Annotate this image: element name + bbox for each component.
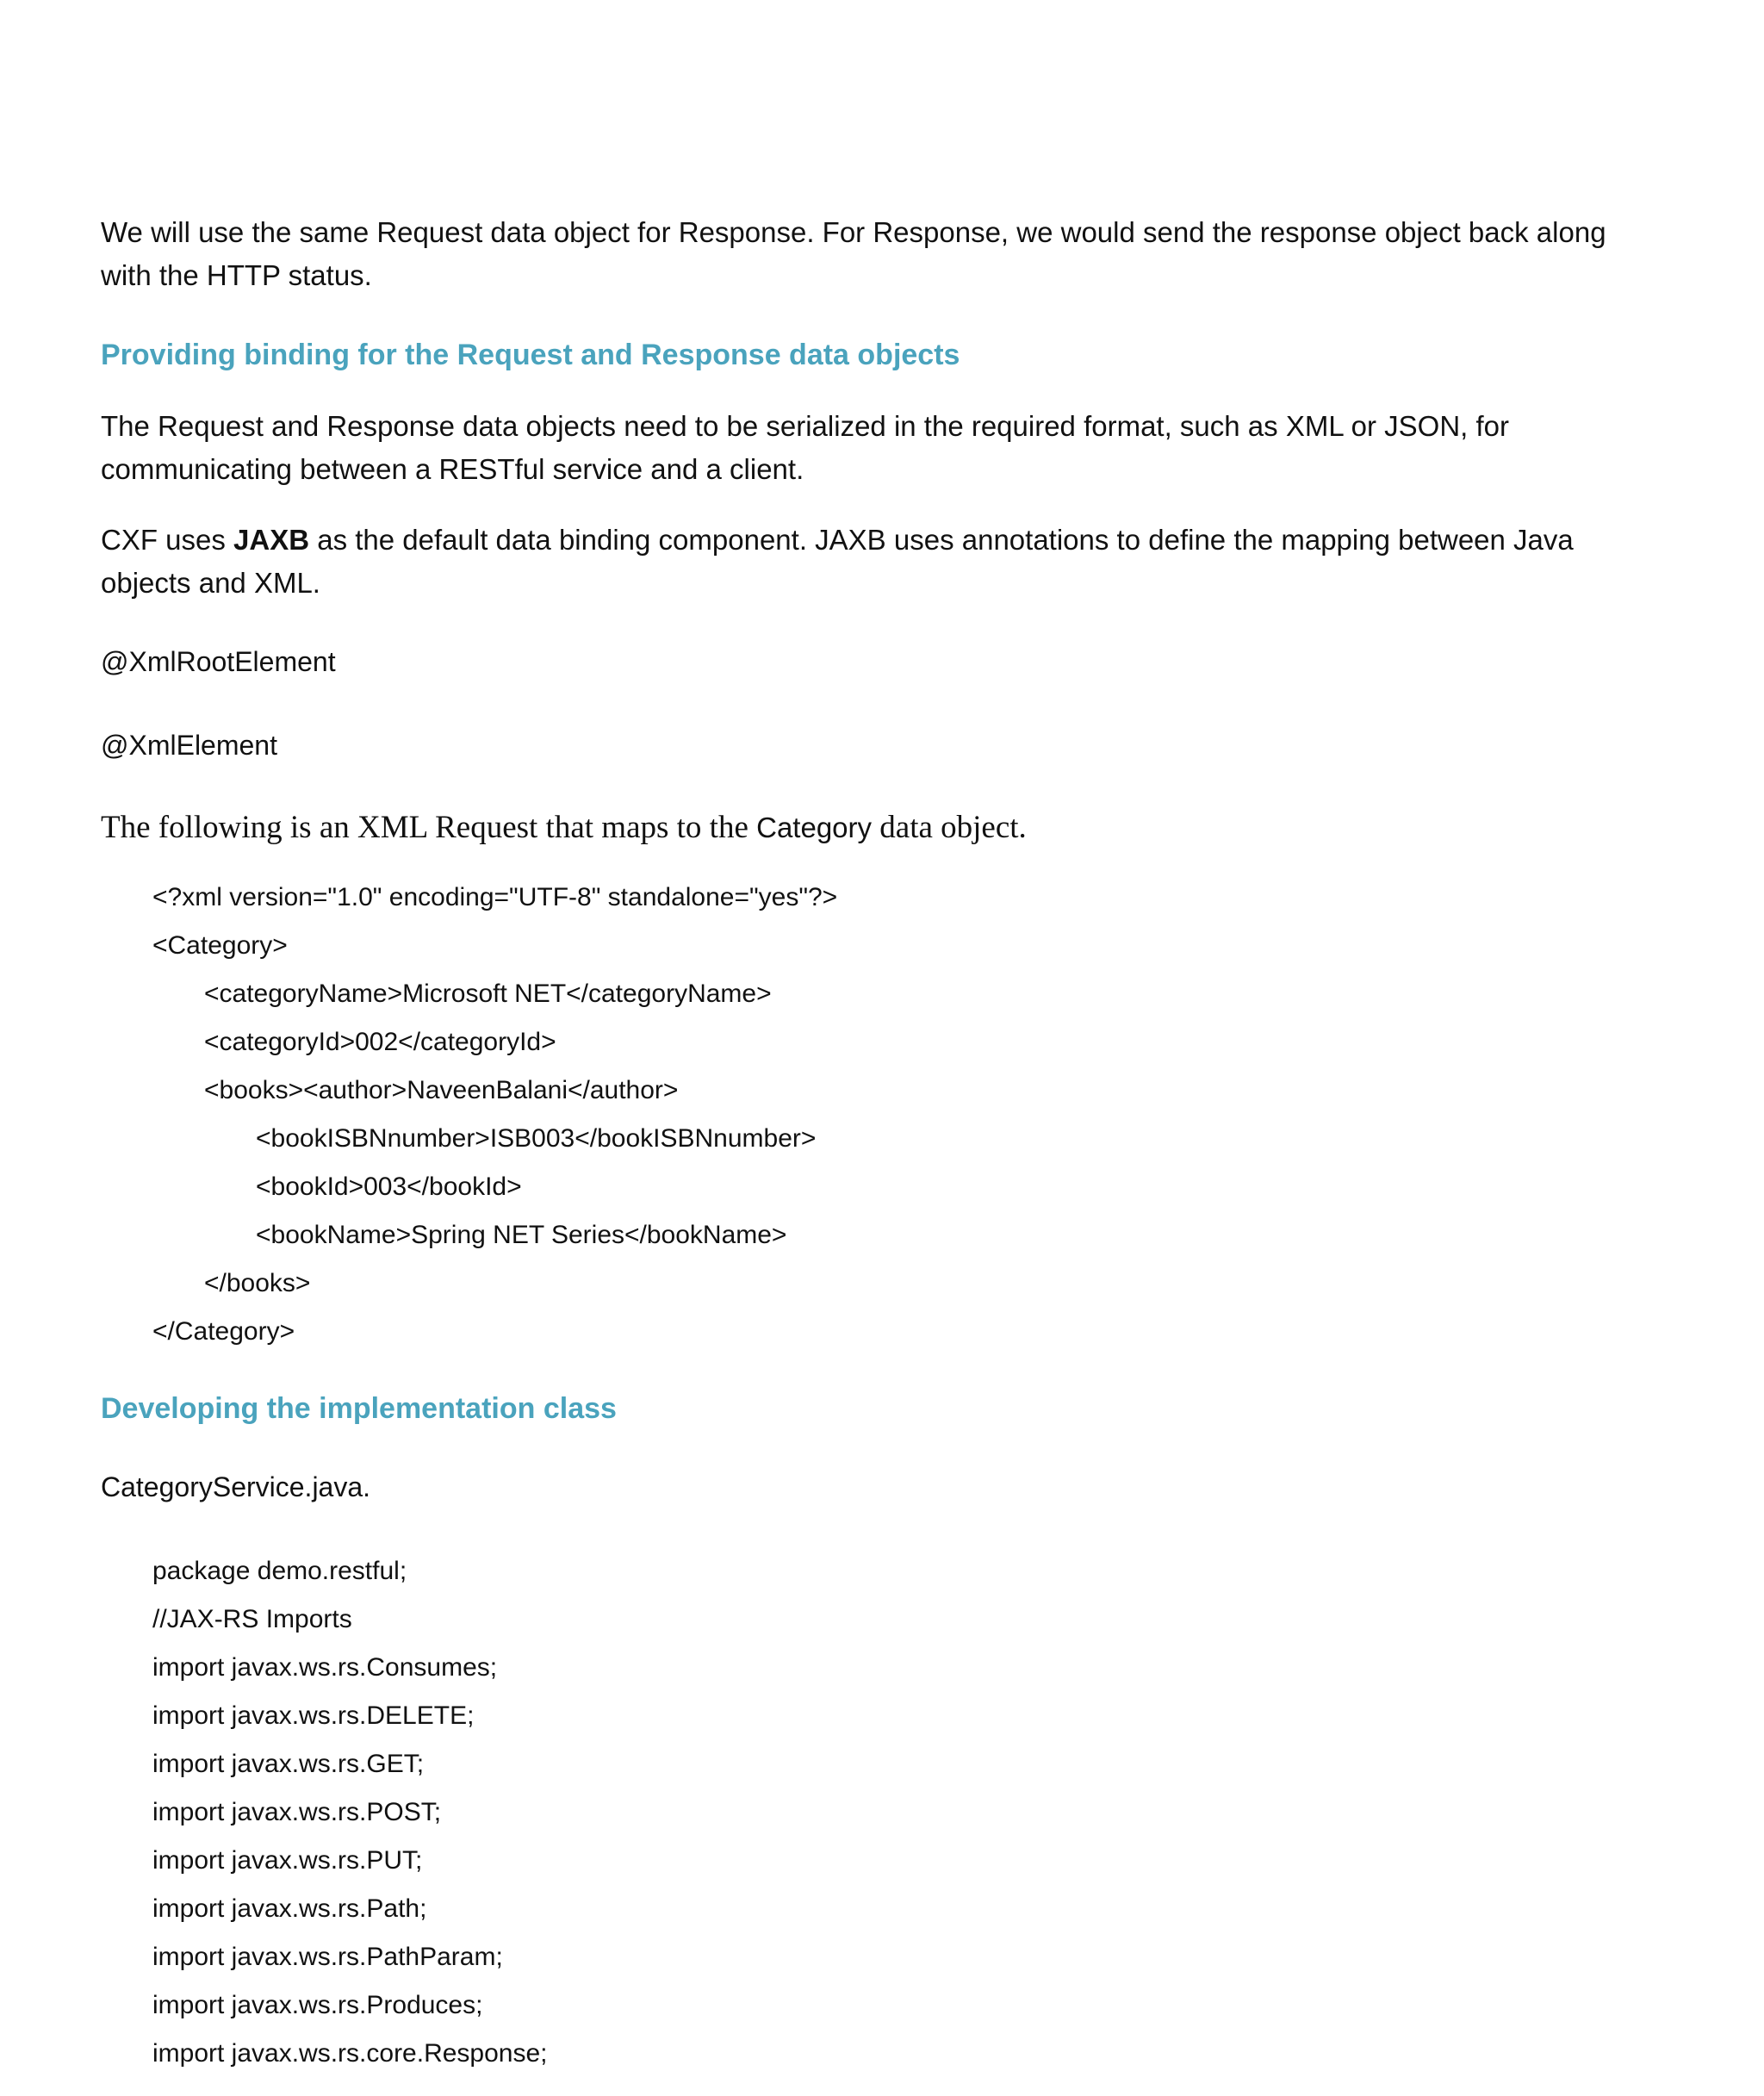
xml-root-element-annotation: @XmlRootElement: [101, 646, 336, 677]
implementation-heading: Developing the implementation class: [101, 1392, 617, 1425]
serialization-paragraph: The Request and Response data objects need to be serialized in the required format, such as XML or JSON, for communicating between a RESTful service and a client.: [101, 410, 1509, 485]
xml-code-line: <bookISBNnumber>ISB003</bookISBNnumber>: [256, 1124, 817, 1153]
cxf-paragraph: [101, 519, 1643, 605]
java-code-line: import javax.ws.rs.Consumes;: [152, 1653, 498, 1682]
xml-code-line: <categoryName>Microsoft NET</categoryName>: [204, 980, 772, 1008]
response-intro-paragraph: We will use the same Request data object for Response. For Response, we would send the response object back along with the HTTP status.: [101, 216, 1606, 291]
xml-code-line: <categoryId>002</categoryId>: [204, 1028, 556, 1056]
xml-lead-prefix: The following is an XML Request that maps to the: [101, 810, 757, 845]
category-class-name: Category: [756, 812, 873, 843]
xml-code-line: </books>: [204, 1269, 311, 1297]
xml-lead-suffix: data object.: [872, 810, 1027, 845]
xml-code-line: <?xml version="1.0" encoding="UTF-8" standalone="yes"?>: [152, 883, 838, 911]
java-file-name: CategoryService.java.: [101, 1471, 371, 1502]
java-code-line: //JAX-RS Imports: [152, 1605, 352, 1633]
jaxb-term: JAXB: [233, 524, 310, 556]
cxf-suffix: as the default data binding component. JAXB uses annotations to define the mapping between Java objects and XML.: [101, 524, 1574, 599]
xml-code-line: </Category>: [152, 1317, 295, 1346]
xml-element-annotation: @XmlElement: [101, 730, 277, 761]
java-code-line: import javax.ws.rs.DELETE;: [152, 1701, 475, 1730]
xml-request-lead: [101, 808, 1027, 848]
java-code-line: import javax.ws.rs.PathParam;: [152, 1943, 503, 1971]
java-code-line: import javax.ws.rs.PUT;: [152, 1846, 423, 1875]
xml-code-line: <bookName>Spring NET Series</bookName>: [256, 1221, 787, 1249]
java-code-block: [152, 1547, 548, 2078]
java-code-line: package demo.restful;: [152, 1557, 407, 1585]
java-code-line: import javax.ws.rs.GET;: [152, 1750, 425, 1778]
java-code-line: import javax.ws.rs.Produces;: [152, 1991, 483, 2019]
java-code-line: import javax.ws.rs.POST;: [152, 1798, 442, 1826]
xml-code-line: <bookId>003</bookId>: [256, 1172, 522, 1201]
xml-code-block: [152, 874, 837, 1356]
java-code-line: import javax.ws.rs.core.Response;: [152, 2039, 548, 2068]
xml-code-line: <books><author>NaveenBalani</author>: [204, 1076, 679, 1104]
java-code-line: import javax.ws.rs.Path;: [152, 1894, 427, 1923]
binding-heading: Providing binding for the Request and Response data objects: [101, 339, 960, 371]
xml-code-line: <Category>: [152, 931, 288, 960]
cxf-prefix: CXF uses: [101, 524, 234, 556]
